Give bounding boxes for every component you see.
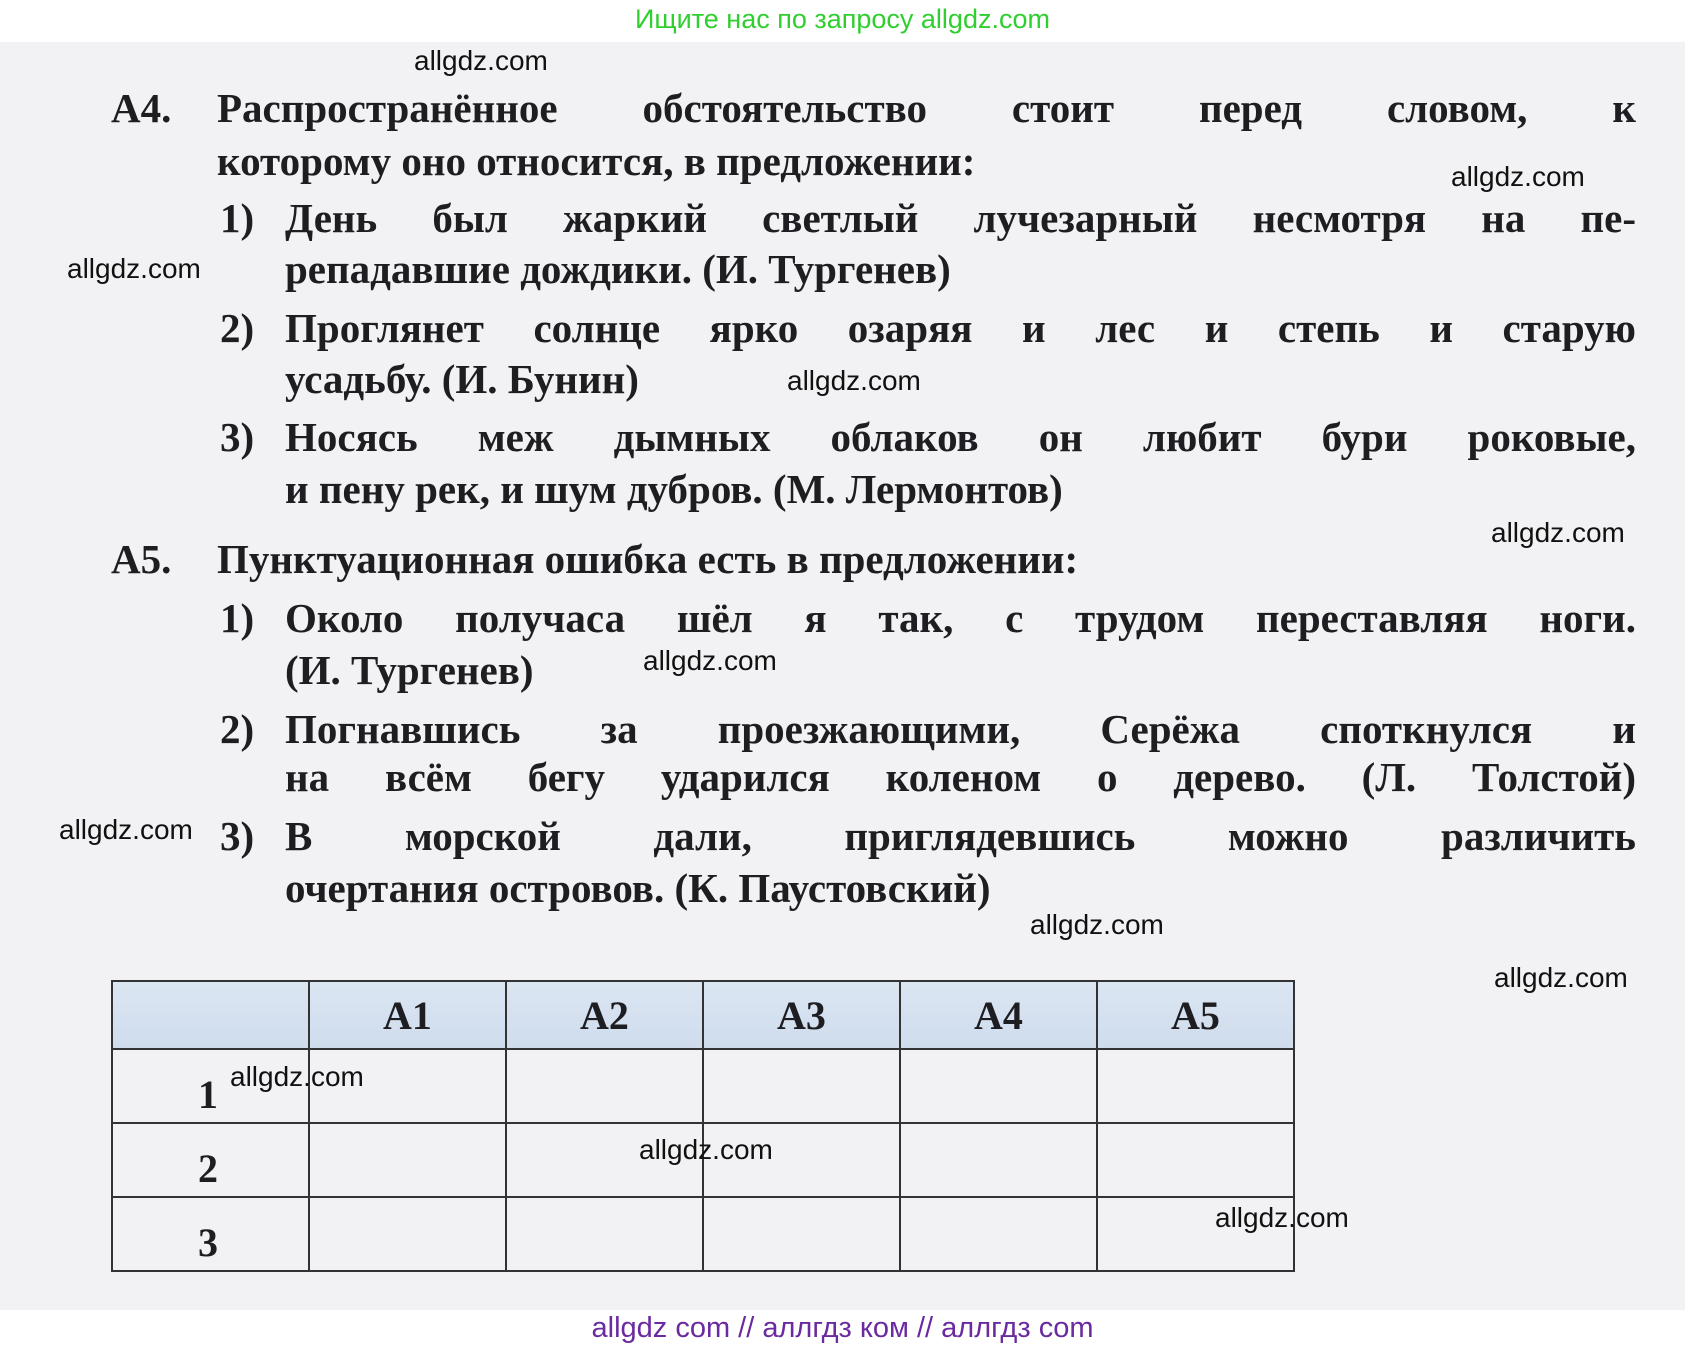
answer-cell[interactable] xyxy=(506,1049,703,1123)
answer-cell[interactable] xyxy=(1097,1049,1294,1123)
a4-option-2-number: 2) xyxy=(220,305,255,351)
table-row xyxy=(112,1197,1294,1271)
a5-option-2-number: 2) xyxy=(220,706,255,752)
a4-option-3-cont: и пену рек, и шум дубров. (М. Лермонтов) xyxy=(285,466,1063,512)
watermark: allgdz.com xyxy=(1451,161,1585,192)
answer-cell[interactable] xyxy=(703,1197,900,1271)
header-cell: А4 xyxy=(900,981,1097,1049)
answer-cell[interactable] xyxy=(900,1049,1097,1123)
watermark: allgdz.com xyxy=(643,645,777,676)
a5-option-1-cont: (И. Тургенев) xyxy=(285,647,534,693)
watermark: allgdz.com xyxy=(1215,1202,1349,1233)
task-a5-number: А5. xyxy=(111,536,172,582)
task-a4-question-cont: которому оно относится, в предложении: xyxy=(217,138,976,184)
a4-option-1: День был жаркий светлый лучезарный несмотря на пе- xyxy=(285,195,1636,241)
watermark: allgdz.com xyxy=(787,365,921,396)
header-cell: А5 xyxy=(1097,981,1294,1049)
a4-option-1-number: 1) xyxy=(220,195,255,241)
row-label: 3 xyxy=(112,1197,309,1271)
a5-option-2-cont: на всём бегу ударился коленом о дерево. (Л. Толстой) xyxy=(285,754,1636,800)
search-banner[interactable]: Ищите нас по запросу allgdz.com xyxy=(635,4,1050,34)
watermark: allgdz.com xyxy=(67,253,201,284)
footer-links[interactable]: allgdz com // аллгдз ком // аллгдз com xyxy=(591,1312,1094,1344)
row-label: 2 xyxy=(112,1123,309,1197)
task-a5-question: Пунктуационная ошибка есть в предложении: xyxy=(217,536,1079,582)
a5-option-1-number: 1) xyxy=(220,595,255,641)
watermark: allgdz.com xyxy=(230,1061,364,1092)
a4-option-1-cont: репадавшие дождики. (И. Тургенев) xyxy=(285,246,951,292)
watermark: allgdz.com xyxy=(1030,909,1164,940)
answer-table xyxy=(111,980,1295,1272)
answer-cell[interactable] xyxy=(1097,1123,1294,1197)
answer-cell[interactable] xyxy=(703,1049,900,1123)
watermark: allgdz.com xyxy=(639,1134,773,1165)
task-a4-number: А4. xyxy=(111,85,172,131)
answer-table-header xyxy=(112,981,1294,1049)
watermark: allgdz.com xyxy=(59,814,193,845)
answer-cell[interactable] xyxy=(900,1197,1097,1271)
watermark: allgdz.com xyxy=(1494,962,1628,993)
row-label: 1 xyxy=(112,1049,309,1123)
answer-cell[interactable] xyxy=(309,1123,506,1197)
a5-option-3-number: 3) xyxy=(220,813,255,859)
answer-cell[interactable] xyxy=(309,1197,506,1271)
a5-option-1: Около получаса шёл я так, с трудом переставляя ноги. xyxy=(285,595,1636,641)
answer-cell[interactable] xyxy=(506,1197,703,1271)
a5-option-3: В морской дали, приглядевшись можно различить xyxy=(285,813,1636,859)
watermark: allgdz.com xyxy=(414,45,548,76)
a4-option-3-number: 3) xyxy=(220,414,255,460)
answer-cell[interactable] xyxy=(900,1123,1097,1197)
a5-option-2: Погнавшись за проезжающими, Серёжа споткнулся и xyxy=(285,706,1636,752)
header-cell: А1 xyxy=(309,981,506,1049)
watermark: allgdz.com xyxy=(1491,517,1625,548)
header-cell xyxy=(112,981,309,1049)
task-a4-question: Распространённое обстоятельство стоит перед словом, к xyxy=(217,85,1636,131)
header-cell: А2 xyxy=(506,981,703,1049)
a5-option-3-cont: очертания островов. (К. Паустовский) xyxy=(285,865,991,911)
a4-option-2-cont: усадьбу. (И. Бунин) xyxy=(285,356,639,402)
a4-option-2: Проглянет солнце ярко озаряя и лес и степь и старую xyxy=(285,305,1636,351)
a4-option-3: Носясь меж дымных облаков он любит бури роковые, xyxy=(285,414,1636,460)
header-cell: А3 xyxy=(703,981,900,1049)
